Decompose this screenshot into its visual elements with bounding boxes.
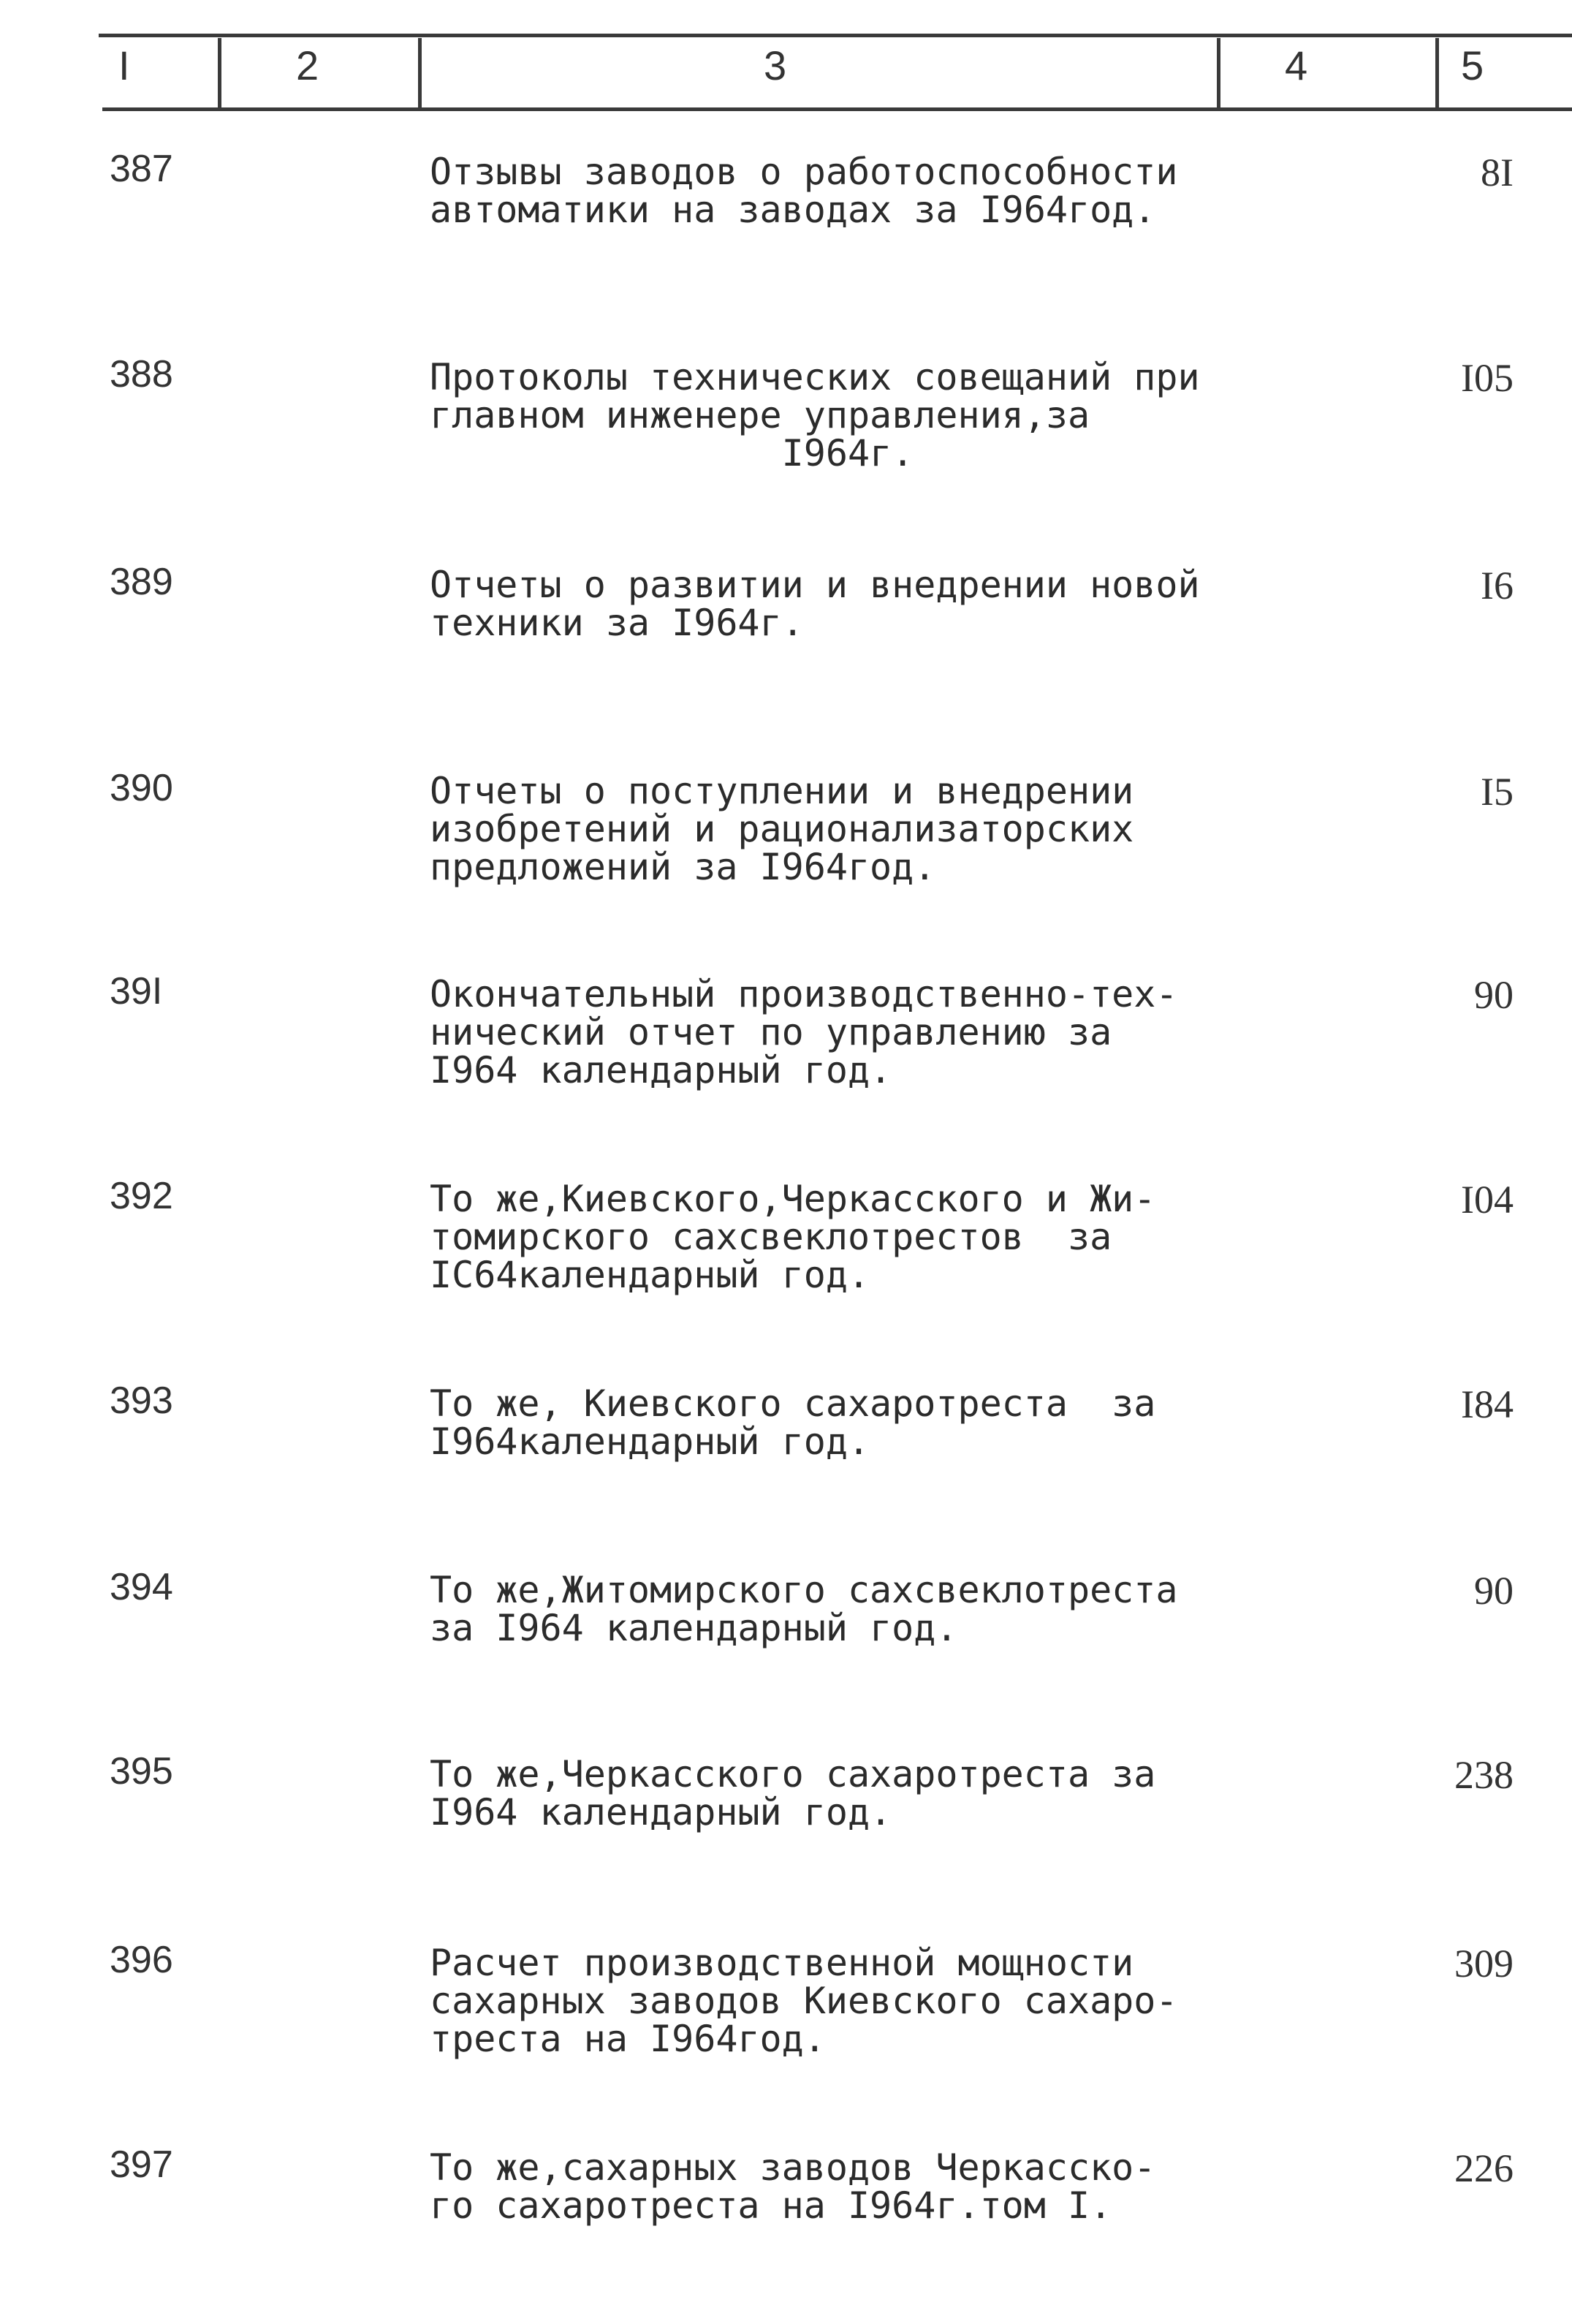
entry-sheet-count: 226 — [1454, 2146, 1514, 2190]
entry-title — [430, 772, 1256, 886]
entry-title — [430, 1571, 1256, 1647]
entry-title-line: автоматики на заводах за I964год. — [430, 189, 1156, 231]
column-header-4: 4 — [1285, 42, 1308, 88]
entry-title-line: сахарных заводов Киевского сахаро- — [430, 1980, 1178, 2022]
entry-sheet-count: I05 — [1461, 356, 1514, 400]
entry-number: 390 — [110, 767, 173, 809]
entry-title — [430, 358, 1256, 472]
entry-title-line: изобретений и рационализаторских — [430, 808, 1134, 850]
entry-title-line: I964календарный год. — [430, 1420, 870, 1463]
entry-title-line: То же,сахарных заводов Черкасско- — [430, 2146, 1156, 2189]
column-header-3: 3 — [764, 42, 787, 88]
column-header-2: 2 — [296, 42, 319, 88]
header-divider-3 — [1217, 38, 1220, 111]
entry-title-line: Отзывы заводов о работоспособности — [430, 151, 1178, 193]
entry-title — [430, 1180, 1256, 1294]
entry-title-line: I964г. — [430, 432, 914, 474]
column-header-1: I — [118, 42, 130, 88]
header-top-rule — [99, 34, 1572, 37]
entry-sheet-count: I6 — [1481, 564, 1514, 608]
entry-number: 397 — [110, 2143, 173, 2186]
entry-title-line: го сахаротреста на I964г.том I. — [430, 2184, 1112, 2227]
entry-number: 395 — [110, 1750, 173, 1793]
entry-number: 392 — [110, 1175, 173, 1217]
entry-title-line: Окончательный производственно-тех- — [430, 973, 1178, 1015]
entry-title — [430, 1944, 1256, 2058]
header-divider-1 — [218, 38, 221, 111]
header-divider-2 — [418, 38, 422, 111]
entry-title-line: предложений за I964год. — [430, 846, 936, 888]
entry-sheet-count: 8I — [1481, 151, 1514, 194]
entry-number: 396 — [110, 1939, 173, 1981]
header-divider-4 — [1435, 38, 1439, 111]
entry-title — [430, 153, 1256, 229]
entry-sheet-count: I04 — [1461, 1178, 1514, 1222]
entry-number: 388 — [110, 353, 173, 395]
entry-title-line: нический отчет по управлению за — [430, 1011, 1112, 1053]
entry-number: 389 — [110, 561, 173, 603]
entry-title-line: главном инженере управления,за — [430, 394, 1090, 436]
entry-title-line: То же,Житомирского сахсвеклотреста — [430, 1569, 1178, 1611]
entry-number: 39I — [110, 970, 163, 1013]
entry-number: 387 — [110, 148, 173, 190]
entry-title-line: треста на I964год. — [430, 2018, 826, 2060]
entry-title-line: Протоколы технических совещаний при — [430, 356, 1200, 398]
entry-sheet-count: I84 — [1461, 1382, 1514, 1426]
entry-sheet-count: 90 — [1474, 973, 1514, 1017]
entry-sheet-count: I5 — [1481, 770, 1514, 814]
entry-title-line: I964 календарный год. — [430, 1791, 892, 1833]
entry-title-line: за I964 календарный год. — [430, 1607, 958, 1649]
entry-number: 394 — [110, 1566, 173, 1608]
entry-title-line: То же, Киевского сахаротреста за — [430, 1382, 1156, 1425]
header-bottom-rule — [102, 107, 1572, 111]
entry-sheet-count: 238 — [1454, 1753, 1514, 1797]
entry-title-line: Отчеты о поступлении и внедрении — [430, 770, 1134, 812]
entry-title — [430, 1382, 1256, 1463]
entry-title-line: техники за I964г. — [430, 602, 804, 644]
entry-title-line: IС64календарный год. — [430, 1254, 870, 1296]
entry-title-line: Отчеты о развитии и внедрении новой — [430, 564, 1200, 606]
entry-sheet-count: 309 — [1454, 1942, 1514, 1986]
entry-title-line: I964 календарный год. — [430, 1049, 892, 1091]
entry-title — [430, 1755, 1256, 1831]
entry-title — [430, 2146, 1256, 2227]
entry-number: 393 — [110, 1379, 173, 1422]
entry-title-line: томирского сахсвеклотрестов за — [430, 1216, 1112, 1258]
entry-title — [430, 566, 1256, 642]
entry-title-line: Расчет производственной мощности — [430, 1942, 1134, 1984]
column-header-5: 5 — [1461, 42, 1484, 88]
entry-title — [430, 975, 1256, 1089]
entry-title-line: То же,Киевского,Черкасского и Жи- — [430, 1178, 1156, 1220]
entry-sheet-count: 90 — [1474, 1569, 1514, 1613]
entry-title-line: То же,Черкасского сахаротреста за — [430, 1753, 1156, 1795]
